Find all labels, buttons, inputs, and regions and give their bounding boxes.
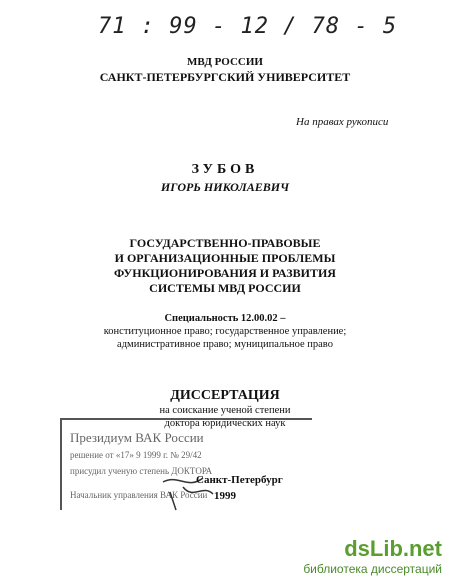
stamp-line: Начальник управления ВАК России bbox=[70, 490, 208, 500]
manuscript-note: На правах рукописи bbox=[296, 116, 389, 128]
handwritten-code: 71 : 99 - 12 / 78 - 5 bbox=[98, 14, 398, 39]
stamp-line: Президиум ВАК России bbox=[70, 430, 204, 445]
specialty-code: Специальность 12.00.02 – bbox=[164, 313, 286, 324]
year: 1999 bbox=[214, 490, 236, 502]
header-university: САНКТ-ПЕТЕРБУРГСКИЙ УНИВЕРСИТЕТ bbox=[99, 70, 351, 84]
title-line: ГОСУДАРСТВЕННО-ПРАВОВЫЕ bbox=[129, 236, 321, 250]
dissertation-heading: ДИССЕРТАЦИЯ bbox=[170, 388, 280, 403]
dslib-brand: dsLib.net bbox=[344, 536, 442, 561]
stamp-line: решение от «17» 9 1999 г. № 29/42 bbox=[70, 450, 202, 460]
specialty bbox=[0, 312, 450, 351]
degree-line: доктора юридических наук bbox=[164, 418, 286, 429]
dslib-tagline: библиотека диссертаций bbox=[303, 562, 442, 576]
header-ministry: МВД РОССИИ bbox=[187, 56, 263, 68]
stamp-line: присудил ученую степень ДОКТОРА bbox=[70, 466, 213, 476]
author-surname: ЗУБОВ bbox=[191, 162, 259, 177]
vak-stamp bbox=[60, 418, 312, 510]
specialty-line: конституционное право; государственное управление; bbox=[103, 326, 347, 337]
specialty-line: административное право; муниципальное право bbox=[117, 339, 333, 350]
title-line: ФУНКЦИОНИРОВАНИЯ И РАЗВИТИЯ bbox=[114, 266, 336, 280]
place: Санкт-Петербург bbox=[196, 474, 283, 486]
dissertation-title bbox=[0, 236, 450, 296]
title-line: И ОРГАНИЗАЦИОННЫЕ ПРОБЛЕМЫ bbox=[114, 251, 336, 265]
dslib-watermark bbox=[303, 536, 442, 576]
author-name: ИГОРЬ НИКОЛАЕВИЧ bbox=[160, 180, 290, 194]
title-line: СИСТЕМЫ МВД РОССИИ bbox=[149, 281, 301, 295]
degree-line: на соискание ученой степени bbox=[159, 405, 291, 416]
